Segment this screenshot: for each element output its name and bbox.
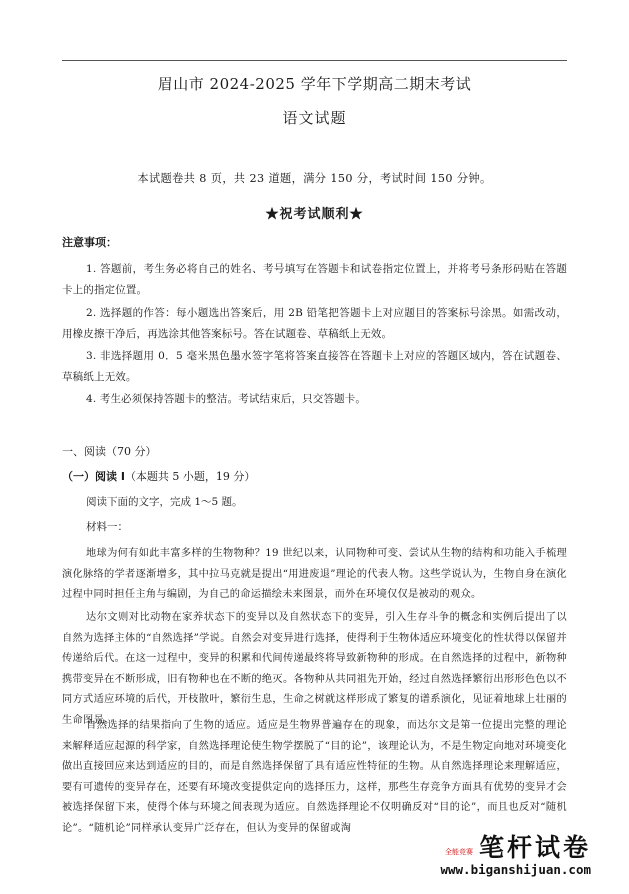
notice-item: 3. 非选择题用 0．5 毫米黑色墨水签字笔将答案直接答在答题卡上对应的答题区域内，答在试题卷、草稿纸上无效。	[62, 350, 567, 383]
notice-item: 1. 答题前，考生务必将自己的姓名、考号填写在答题卡和试卷指定位置上，并将考号条形码贴在答题卡上的指定位置。	[62, 263, 567, 296]
top-rule	[62, 60, 567, 61]
notice-item: 4. 考生必须保持答题卡的整洁。考试结束后，只交答题卡。	[86, 393, 367, 405]
subsection-detail: （本题共 5 小题，19 分）	[124, 470, 256, 483]
watermark-url: www.biganshijuan.com	[440, 862, 591, 877]
subsection-heading	[62, 468, 255, 484]
notice-heading: 注意事项：	[62, 236, 117, 249]
watermark-brand: 笔杆试卷	[478, 833, 591, 862]
subsection-label: （一）阅读 I	[62, 470, 125, 483]
part-heading: 一、阅读（70 分）	[62, 445, 157, 458]
instruction: 阅读下面的文字，完成 1～5 题。	[86, 496, 243, 508]
good-luck-banner: ★祝考试顺利★	[265, 207, 364, 222]
watermark	[436, 826, 595, 879]
body-paragraph: 自然选择的结果指向了生物的适应。适应是生物界普遍存在的现象，而达尔文是第一位提出完整的理论来解释适应起源的科学家，自然选择理论使生物学摆脱了“目的论”，该理论认为，不是生物定向地对环境变化做出直接回应来达到适应的目的，而是自然选择保留了具有适应性特征的生物。从自然选择理论来理解适应，要有可遗传的变异存在，还要有环境改变提供定向的选择压力，这样，那些生存竞争方面具有优势的变异才会被选择保留下来，使得个体与环境之间表现为适应。自然选择理论不仅明确反对“目的论”，而且也反对“随机论”。“随机论”同样承认变异广泛存在，但认为变异的保留或淘	[62, 720, 567, 834]
subject-title: 语文试题	[282, 109, 347, 127]
body-paragraph: 达尔文则对比动物在家养状态下的变异以及自然状态下的变异，引入生存斗争的概念和实例后提出了以自然为选择主体的“自然选择”学说。自然会对变异进行选择，使得利于生物体适应环境变化的性状得以保留并传递给后代。在这一过程中，变异的积累和代间传递最终将导致新物种的形成。在自然选择的过程中，新物种携带变异在不断形成，旧有物种也在不断的绝灭。各物种从共同祖先开始，经过自然选择繁衍出形形色色以不同方式适应环境的后代，开枝散叶，繁衍生息，生命之树就这样形成了繁复的谱系演化，见证着地球上壮丽的生命图景。	[62, 612, 567, 726]
watermark-logo: 全能竞赛	[444, 847, 473, 856]
body-paragraph: 地球为何有如此丰富多样的生物物种？19 世纪以来，认同物种可变、尝试从生物的结构和功能入手梳理演化脉络的学者逐渐增多，其中拉马克就是提出“用进废退”理论的代表人物。这些学说认为，生物自身在演化过程中同时担任主角与编剧，为自己的命运描绘未来图景，而外在环境仅仅是被动的观众。	[62, 548, 567, 600]
exam-info: 本试题卷共 8 页，共 23 道题，满分 150 分，考试时间 150 分钟。	[137, 172, 492, 185]
material-label: 材料一：	[86, 521, 128, 533]
notice-item: 2. 选择题的作答：每小题选出答案后，用 2B 铅笔把答题卡上对应题目的答案标号涂黑。如需改动，用橡皮擦干净后，再选涂其他答案标号。答在试题卷、草稿纸上无效。	[62, 307, 567, 340]
exam-title: 眉山市 2024-2025 学年下学期高二期末考试	[157, 75, 472, 93]
